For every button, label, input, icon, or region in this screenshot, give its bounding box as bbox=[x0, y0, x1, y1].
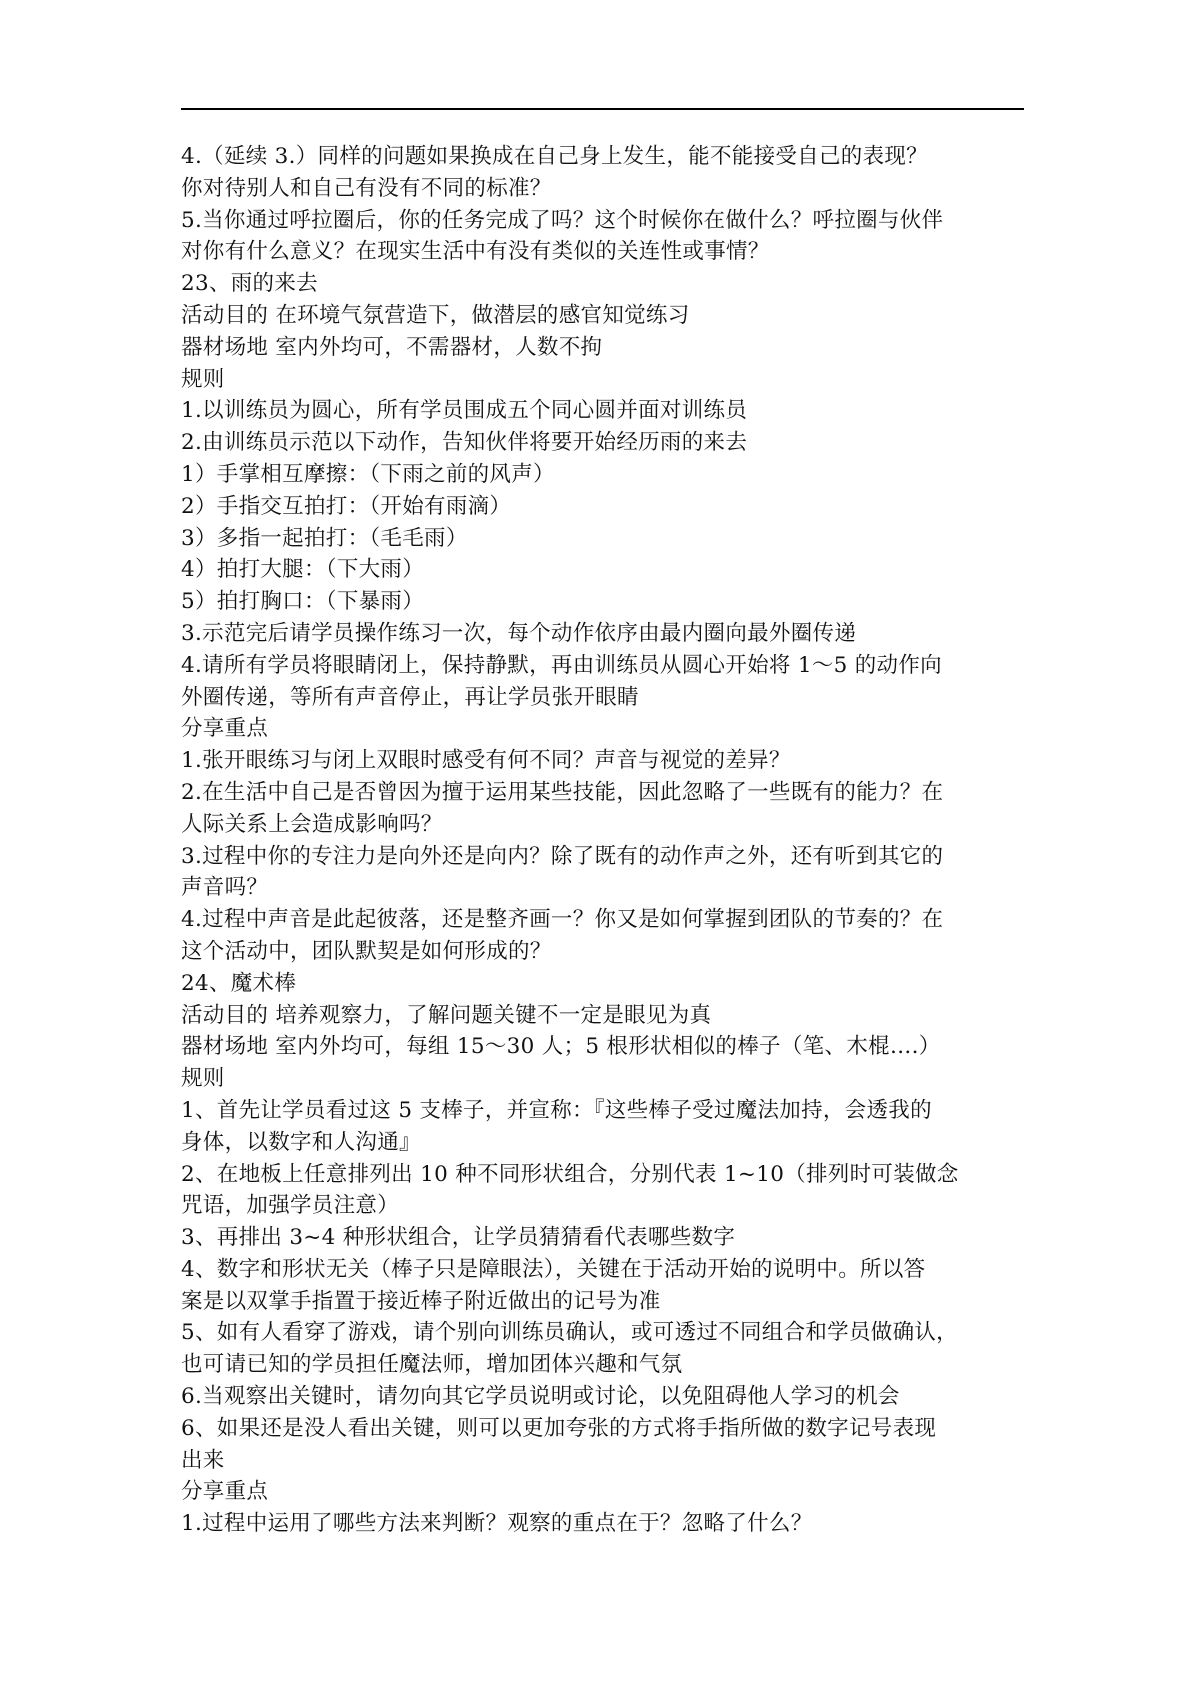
document-body bbox=[181, 141, 1028, 1540]
text-line: 外圈传递，等所有声音停止，再让学员张开眼睛 bbox=[181, 684, 639, 710]
text-line: 人际关系上会造成影响吗？ bbox=[181, 811, 443, 837]
text-line: 5）拍打胸口：（下暴雨） bbox=[181, 589, 425, 615]
text-line: 也可请已知的学员担任魔法师，增加团体兴趣和气氛 bbox=[181, 1352, 683, 1378]
text-line: 分享重点 bbox=[181, 716, 269, 742]
text-line: 4.请所有学员将眼睛闭上，保持静默，再由训练员从圆心开始将 1～5 的动作向 bbox=[181, 652, 942, 678]
text-line: 23、雨的来去 bbox=[181, 271, 318, 297]
text-line: 案是以双掌手指置于接近棒子附近做出的记号为准 bbox=[181, 1288, 661, 1314]
text-line: 规则 bbox=[181, 1066, 225, 1092]
text-line: 6、如果还是没人看出关键，则可以更加夸张的方式将手指所做的数字记号表现 bbox=[181, 1415, 937, 1441]
text-line: 4.过程中声音是此起彼落，还是整齐画一？你又是如何掌握到团队的节奏的？在 bbox=[181, 907, 944, 933]
text-line: 这个活动中，团队默契是如何形成的？ bbox=[181, 938, 552, 964]
text-line: 3.过程中你的专注力是向外还是向内？除了既有的动作声之外，还有听到其它的 bbox=[181, 843, 944, 869]
text-line: 咒语，加强学员注意） bbox=[181, 1193, 400, 1219]
text-line: 6.当观察出关键时，请勿向其它学员说明或讨论，以免阻碍他人学习的机会 bbox=[181, 1384, 900, 1410]
text-line: 4）拍打大腿：（下大雨） bbox=[181, 557, 425, 583]
text-line: 2、在地板上任意排列出 10 种不同形状组合，分别代表 1~10（排列时可装做念 bbox=[181, 1161, 959, 1187]
text-line: 1.张开眼练习与闭上双眼时感受有何不同？声音与视觉的差异？ bbox=[181, 748, 791, 774]
text-line: 3）多指一起拍打：（毛毛雨） bbox=[181, 525, 468, 551]
text-line: 3、再排出 3~4 种形状组合，让学员猜猜看代表哪些数字 bbox=[181, 1225, 736, 1251]
text-line: 4、数字和形状无关（棒子只是障眼法），关键在于活动开始的说明中。所以答 bbox=[181, 1256, 926, 1282]
text-line: 活动目的 在环境气氛营造下，做潜层的感官知觉练习 bbox=[181, 302, 690, 328]
text-line: 1、首先让学员看过这 5 支棒子，并宣称：『这些棒子受过魔法加持，会透我的 bbox=[181, 1097, 932, 1123]
text-line: 分享重点 bbox=[181, 1479, 269, 1505]
text-line: 声音吗？ bbox=[181, 875, 269, 901]
text-line: 5、如有人看穿了游戏，请个别向训练员确认，或可透过不同组合和学员做确认， bbox=[181, 1320, 958, 1346]
text-line: 24、魔术棒 bbox=[181, 970, 297, 996]
text-line: 器材场地 室内外均可，不需器材，人数不拘 bbox=[181, 334, 603, 360]
text-line: 5.当你通过呼拉圈后，你的任务完成了吗？这个时候你在做什么？呼拉圈与伙伴 bbox=[181, 207, 944, 233]
text-line: 活动目的 培养观察力，了解问题关键不一定是眼见为真 bbox=[181, 1002, 712, 1028]
text-line: 2.由训练员示范以下动作，告知伙伴将要开始经历雨的来去 bbox=[181, 430, 748, 456]
text-line: 1.过程中运用了哪些方法来判断？观察的重点在于？忽略了什么？ bbox=[181, 1511, 813, 1537]
text-line: 2）手指交互拍打：（开始有雨滴） bbox=[181, 493, 512, 519]
text-line: 对你有什么意义？在现实生活中有没有类似的关连性或事情？ bbox=[181, 239, 770, 265]
text-line: 1）手掌相互摩擦：（下雨之前的风声） bbox=[181, 461, 555, 487]
text-line: 1.以训练员为圆心，所有学员围成五个同心圆并面对训练员 bbox=[181, 398, 748, 424]
header-rule bbox=[181, 108, 1024, 110]
text-line: 身体，以数字和人沟通』 bbox=[181, 1129, 421, 1155]
text-line: 3.示范完后请学员操作练习一次，每个动作依序由最内圈向最外圈传递 bbox=[181, 620, 857, 646]
text-line: 出来 bbox=[181, 1447, 225, 1473]
text-line: 2.在生活中自己是否曾因为擅于运用某些技能，因此忽略了一些既有的能力？在 bbox=[181, 779, 944, 805]
text-line: 你对待别人和自己有没有不同的标准？ bbox=[181, 175, 552, 201]
text-line: 器材场地 室内外均可，每组 15～30 人；5 根形状相似的棒子（笔、木棍….） bbox=[181, 1034, 941, 1060]
text-line: 规则 bbox=[181, 366, 225, 392]
text-line: 4.（延续 3.）同样的问题如果换成在自己身上发生，能不能接受自己的表现？ bbox=[181, 144, 928, 169]
